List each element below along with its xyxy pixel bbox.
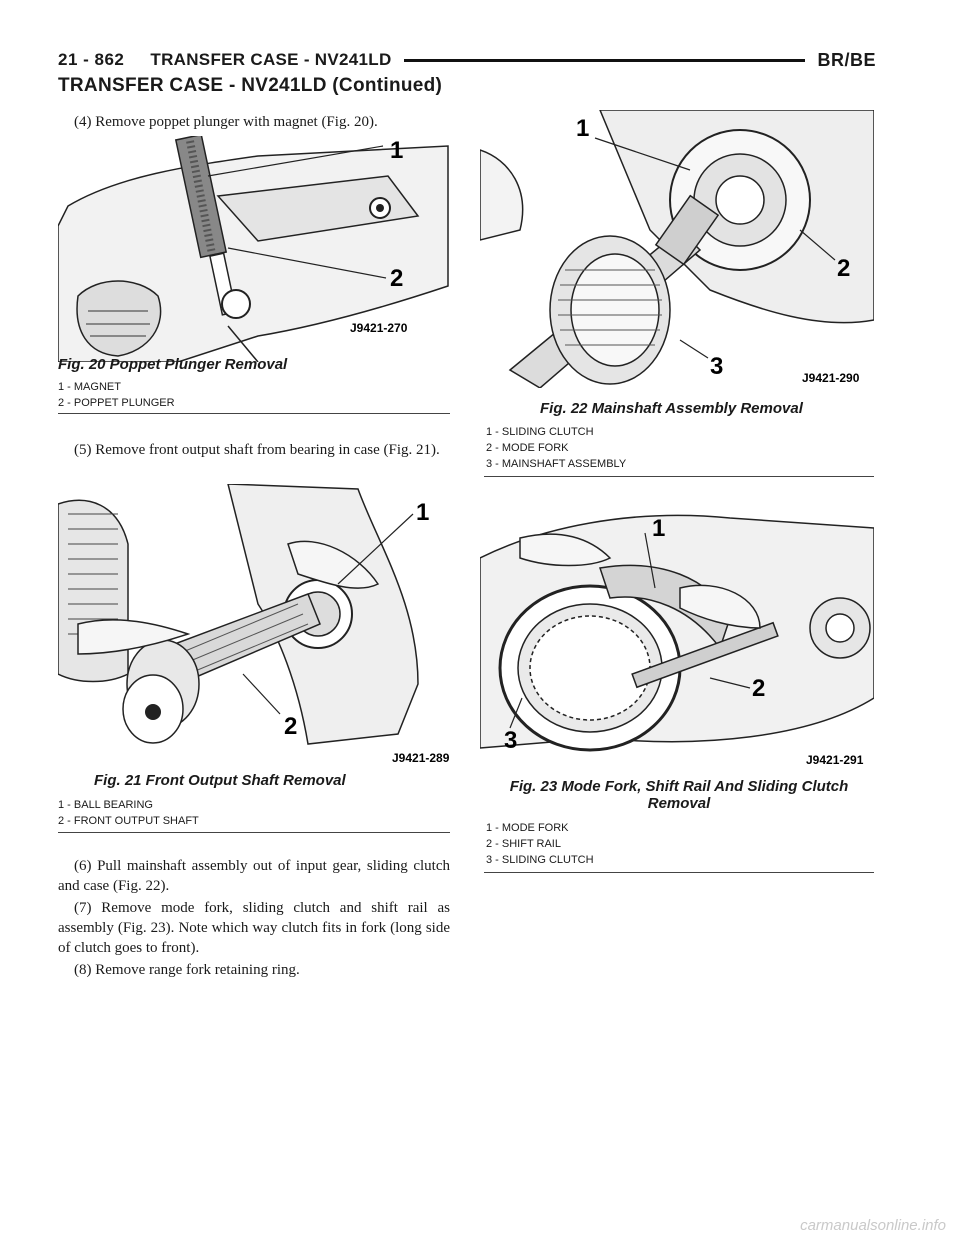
fig22-callout-1: 1 [576,115,590,142]
model-code: BR/BE [817,49,876,70]
step-7: (7) Remove mode fork, sliding clutch and shift rail as assembly (Fig. 23). Note which way clutch fits in fork (long side of clutch goes to front). [58,900,450,956]
figure-21-image [58,484,452,766]
fig21-legend-item: 1 - BALL BEARING [58,799,153,811]
fig23-legend-item: 2 - SHIFT RAIL [486,838,561,850]
fig23-legend-item: 3 - SLIDING CLUTCH [486,854,594,866]
fig20-legend-item: 1 - MAGNET [58,381,121,393]
fig23-callout-1: 1 [652,515,666,542]
fig20-legend [58,379,175,411]
fig21-caption: Fig. 21 Front Output Shaft Removal [94,772,346,789]
watermark: carmanualsonline.info [800,1217,946,1234]
fig22-legend-item: 1 - SLIDING CLUTCH [486,426,594,438]
fig23-legend-item: 1 - MODE FORK [486,822,569,834]
fig20-caption: Fig. 20 Poppet Plunger Removal [58,356,288,373]
fig23-callout-3: 3 [504,727,518,754]
figure-22-image [480,110,874,388]
page-header [58,48,876,72]
step-4: (4) Remove poppet plunger with magnet (Fig. 20). [74,114,378,130]
fig22-caption: Fig. 22 Mainshaft Assembly Removal [540,400,803,417]
page-number: 21 - 862 [58,50,125,69]
step-8: (8) Remove range fork retaining ring. [74,962,300,978]
step-5: (5) Remove front output shaft from bearing in case (Fig. 21). [74,442,440,458]
fig20-callout-1: 1 [390,137,404,164]
fig21-legend-item: 2 - FRONT OUTPUT SHAFT [58,815,199,827]
fig23-callout-2: 2 [752,675,766,702]
figure-20-image [58,136,452,362]
continued-title: TRANSFER CASE - NV241LD (Continued) [58,75,443,96]
fig20-legend-item: 2 - POPPET PLUNGER [58,397,175,409]
fig23-caption [484,778,874,812]
fig22-rule [484,476,874,477]
fig20-callout-2: 2 [390,265,404,292]
fig20-rule [58,413,450,414]
fig23-image-label: J9421-291 [806,753,864,767]
fig22-image-label: J9421-290 [802,371,860,385]
fig22-legend-item: 3 - MAINSHAFT ASSEMBLY [486,458,627,470]
fig21-callout-1: 1 [416,499,430,526]
fig21-callout-2: 2 [284,713,298,740]
section-title: TRANSFER CASE - NV241LD [150,50,392,69]
fig23-caption-line-1: Fig. 23 Mode Fork, Shift Rail And Sliding Clutch [509,778,849,795]
fig22-legend [486,424,626,472]
figure-23-image [480,498,874,770]
fig22-callout-3: 3 [710,353,724,380]
step-6: (6) Pull mainshaft assembly out of input gear, sliding clutch and case (Fig. 22). [58,858,450,894]
fig22-callout-2: 2 [837,255,851,282]
header-rule [404,59,806,62]
fig23-caption-line-2: Removal [647,795,711,812]
fig21-image-label: J9421-289 [392,751,450,765]
fig20-image-label: J9421-270 [350,321,408,335]
fig23-legend [486,820,594,868]
fig21-legend [58,797,199,829]
fig21-rule [58,832,450,833]
fig23-rule [484,872,874,873]
fig22-legend-item: 2 - MODE FORK [486,442,569,454]
